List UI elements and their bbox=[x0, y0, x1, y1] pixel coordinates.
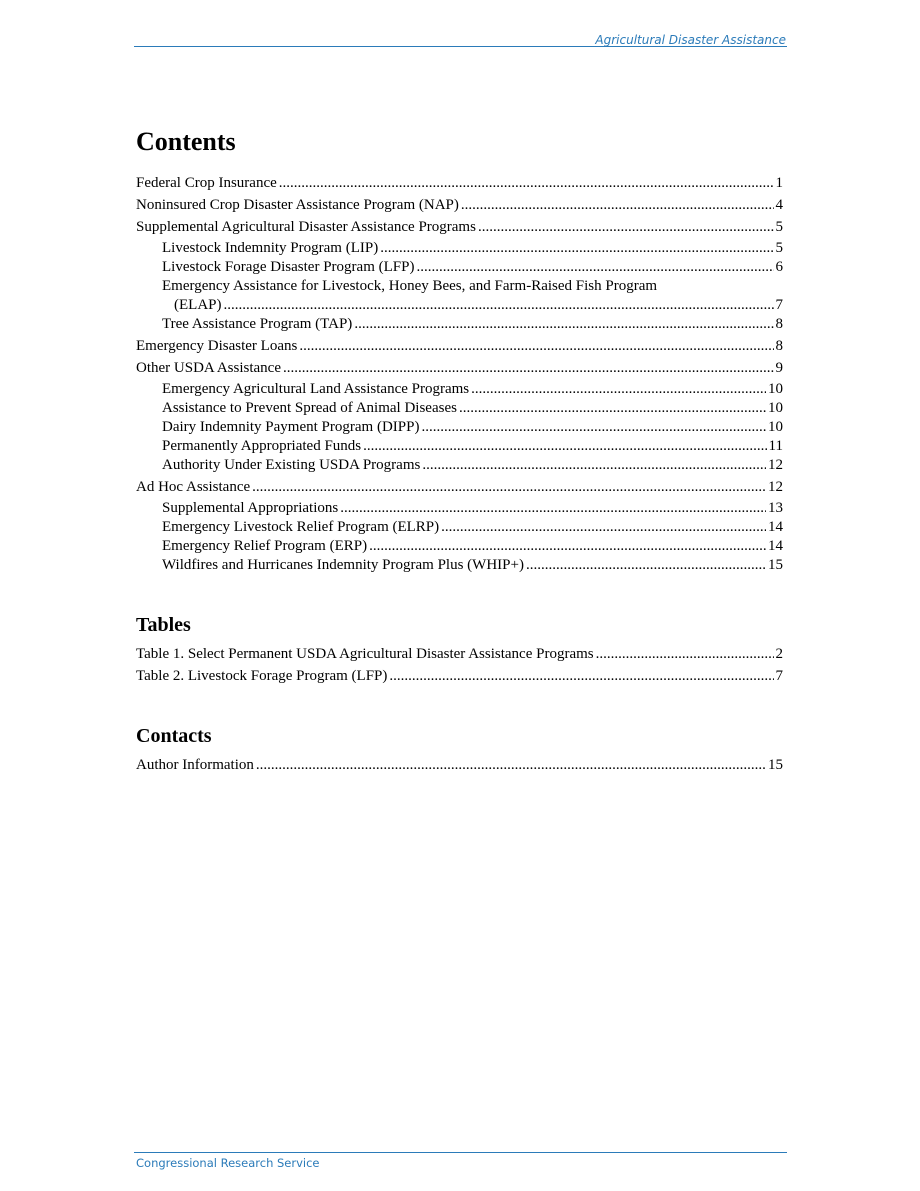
toc-entry[interactable]: Other USDA Assistance ..... 9 bbox=[136, 359, 783, 378]
table-of-contents bbox=[136, 124, 783, 775]
toc-subentry[interactable]: Permanently Appropriated Funds ..... 11 bbox=[136, 437, 783, 456]
footer-rule bbox=[134, 1152, 787, 1153]
toc-entry[interactable]: Supplemental Agricultural Disaster Assistance Programs ..... 5 bbox=[136, 218, 783, 237]
contents-heading: Contents bbox=[136, 127, 236, 156]
toc-entry[interactable]: Table 1. Select Permanent USDA Agricultural Disaster Assistance Programs ..... 2 bbox=[136, 645, 783, 664]
toc-entry[interactable]: Ad Hoc Assistance ..... 12 bbox=[136, 478, 783, 497]
toc-subentry[interactable]: Emergency Agricultural Land Assistance Programs ..... 10 bbox=[136, 380, 783, 399]
toc-entry[interactable]: Table 2. Livestock Forage Program (LFP) ..... 7 bbox=[136, 667, 783, 686]
toc-subentry[interactable]: Wildfires and Hurricanes Indemnity Program Plus (WHIP+) ..... 15 bbox=[136, 556, 783, 575]
toc-subentry[interactable]: Livestock Indemnity Program (LIP) ..... 5 bbox=[136, 239, 783, 258]
tables-heading: Tables bbox=[136, 614, 191, 636]
toc-entry[interactable]: Emergency Disaster Loans ..... 8 bbox=[136, 337, 783, 356]
toc-subentry[interactable]: Assistance to Prevent Spread of Animal Diseases ..... 10 bbox=[136, 399, 783, 418]
toc-subentry[interactable]: Emergency Assistance for Livestock, Honey Bees, and Farm-Raised Fish Program (ELAP) ..... 7 bbox=[136, 277, 783, 315]
toc-subentry[interactable]: Emergency Livestock Relief Program (ELRP) ..... 14 bbox=[136, 518, 783, 537]
toc-subentry[interactable]: Authority Under Existing USDA Programs ..... 12 bbox=[136, 456, 783, 475]
toc-subentry[interactable]: Livestock Forage Disaster Program (LFP) ..... 6 bbox=[136, 258, 783, 277]
toc-entry[interactable]: Federal Crop Insurance ..... 1 bbox=[136, 174, 783, 193]
toc-subentry[interactable]: Emergency Relief Program (ERP) ..... 14 bbox=[136, 537, 783, 556]
toc-entry[interactable]: Noninsured Crop Disaster Assistance Program (NAP) ..... 4 bbox=[136, 196, 783, 215]
contacts-heading: Contacts bbox=[136, 725, 212, 747]
footer-text: Congressional Research Service bbox=[136, 1156, 320, 1170]
toc-subentry[interactable]: Dairy Indemnity Payment Program (DIPP) ..... 10 bbox=[136, 418, 783, 437]
running-head: Agricultural Disaster Assistance bbox=[595, 33, 786, 47]
toc-entry[interactable]: Author Information ..... 15 bbox=[136, 756, 783, 775]
toc-subentry[interactable]: Tree Assistance Program (TAP) ..... 8 bbox=[136, 315, 783, 334]
toc-subentry[interactable]: Supplemental Appropriations ..... 13 bbox=[136, 499, 783, 518]
